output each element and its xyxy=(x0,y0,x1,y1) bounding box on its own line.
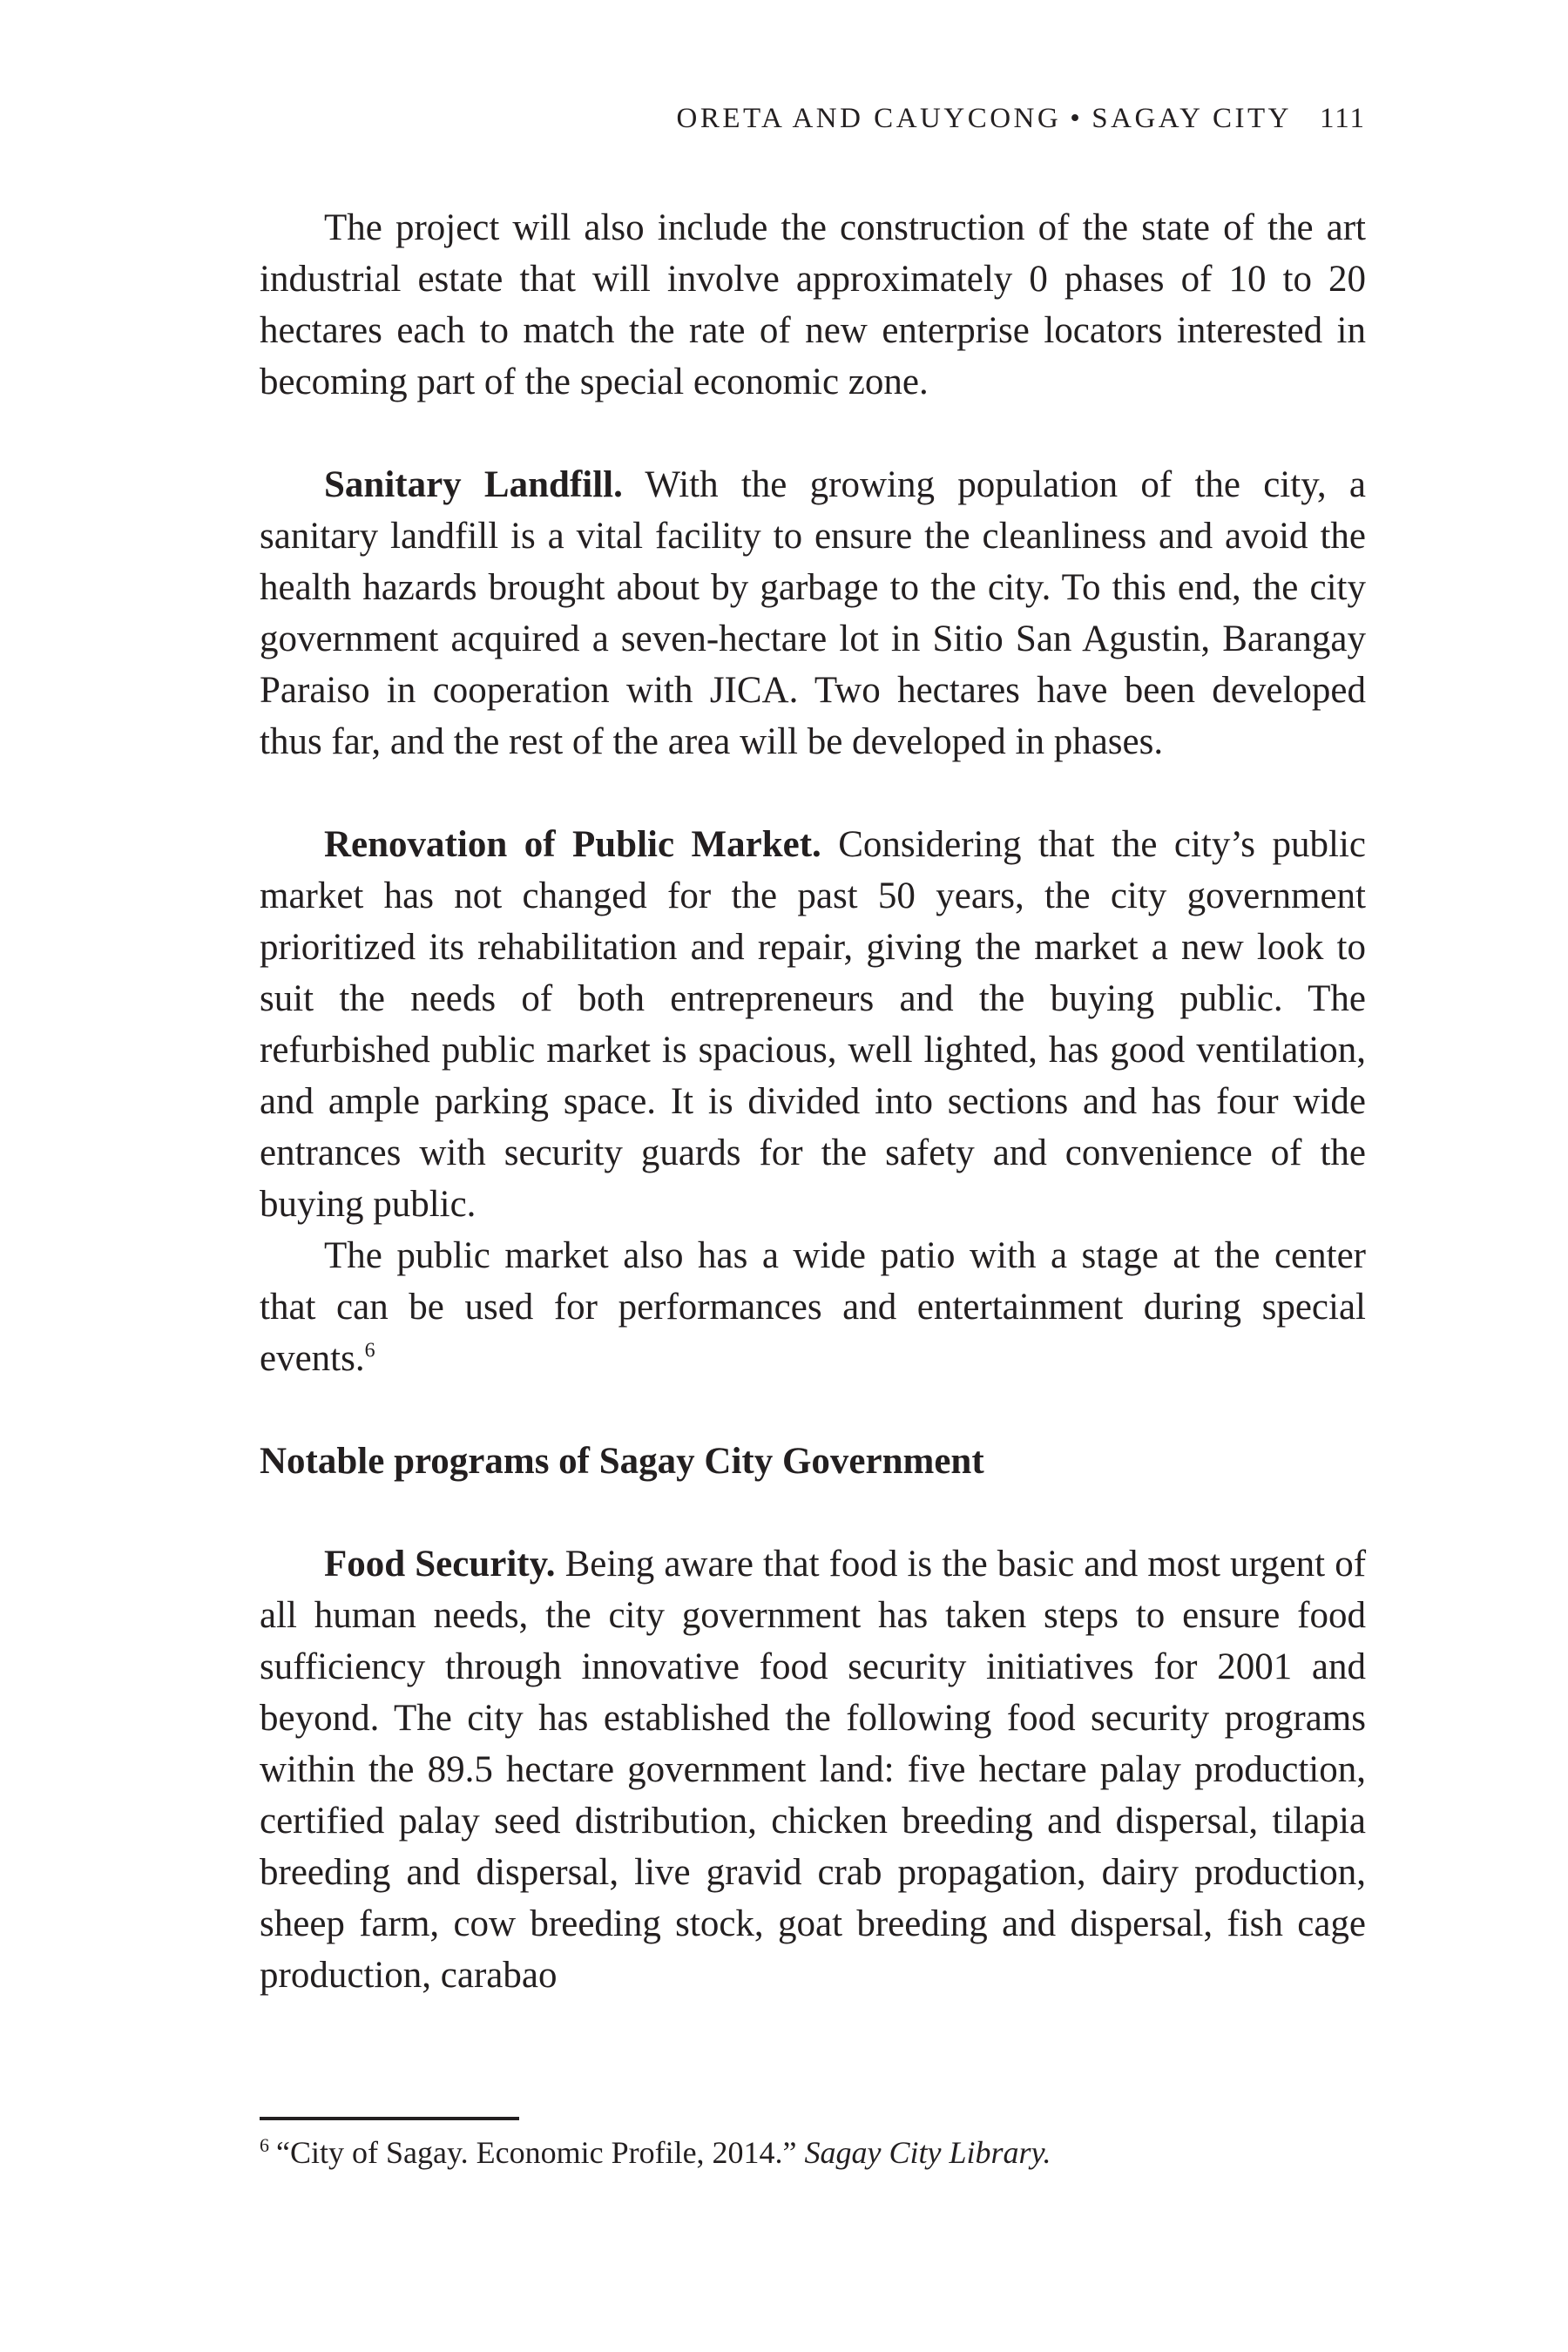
paragraph-food-security xyxy=(260,1538,1366,2001)
footnote-rule xyxy=(260,2117,519,2120)
footnote-citation: “City of Sagay. Economic Profile, 2014.” xyxy=(276,2135,797,2170)
footnote-number: 6 xyxy=(260,2134,269,2156)
footnote-reference: 6 xyxy=(364,1339,375,1362)
paragraph-public-market xyxy=(260,819,1366,1230)
paragraph-sanitary-landfill xyxy=(260,459,1366,767)
paragraph-text: Being aware that food is the basic and most urgent of all human needs, the city government has taken steps to ensure food sufficiency through innovative food security initiatives for 2001 and beyond. The city has established the following food security programs within the 89.5 hectare government land: five hectare palay production, certified palay seed distribution, chicken breeding and dispersal, tilapia breeding and dispersal, live gravid crab propagation, dairy production, sheep farm, cow breeding stock, goat breeding and dispersal, fish cage production, carabao xyxy=(260,1544,1367,1996)
running-head-authors: ORETA AND CAUYCONG xyxy=(676,103,1062,134)
paragraph-industrial-estate: The project will also include the construction of the state of the art industrial estate that will involve approximately 0 phases of 10 to 20 hectares each to match the rate of new enterprise locators interested in becoming part of the special economic zone. xyxy=(260,207,1366,402)
running-head xyxy=(676,103,1366,135)
running-head-chapter: SAGAY CITY xyxy=(1092,103,1292,134)
run-in-heading-food-security: Food Security. xyxy=(324,1544,556,1585)
footnote-source: Sagay City Library. xyxy=(804,2135,1051,2170)
section-heading: Notable programs of Sagay City Government xyxy=(260,1441,984,1482)
body-text xyxy=(260,202,1366,2001)
running-head-separator: • xyxy=(1070,103,1084,134)
paragraph-text: Considering that the city’s public market has not changed for the past 50 years, the city government prioritized its rehabilitation and repair, giving the market a new look to suit the needs of both entrepreneurs and the buying public. The refurbished public market is spacious, well lighted, has good ventilation, and ample parking space. It is divided into sections and has four wide entrances with security guards for the safety and convenience of the buying public. xyxy=(260,824,1366,1225)
paragraph-text: With the growing population of the city, a sanitary landfill is a vital facility to ensure the cleanliness and avoid the health hazards brought about by garbage to the city. To this end, the city government acquired a seven-hectare lot in Sitio San Agustin, Barangay Paraiso in cooperation with JICA. Two hectares have been developed thus far, and the rest of the area will be developed in phases. xyxy=(260,464,1366,762)
run-in-heading-public-market: Renovation of Public Market. xyxy=(324,824,821,865)
footnote xyxy=(260,2131,1366,2174)
paragraph-market-patio xyxy=(260,1230,1366,1384)
page-number: 111 xyxy=(1319,103,1366,134)
paragraph-text: The public market also has a wide patio with a stage at the center that can be used for performances and entertainment during special events. xyxy=(260,1235,1366,1379)
run-in-heading-sanitary-landfill: Sanitary Landfill. xyxy=(324,464,623,505)
